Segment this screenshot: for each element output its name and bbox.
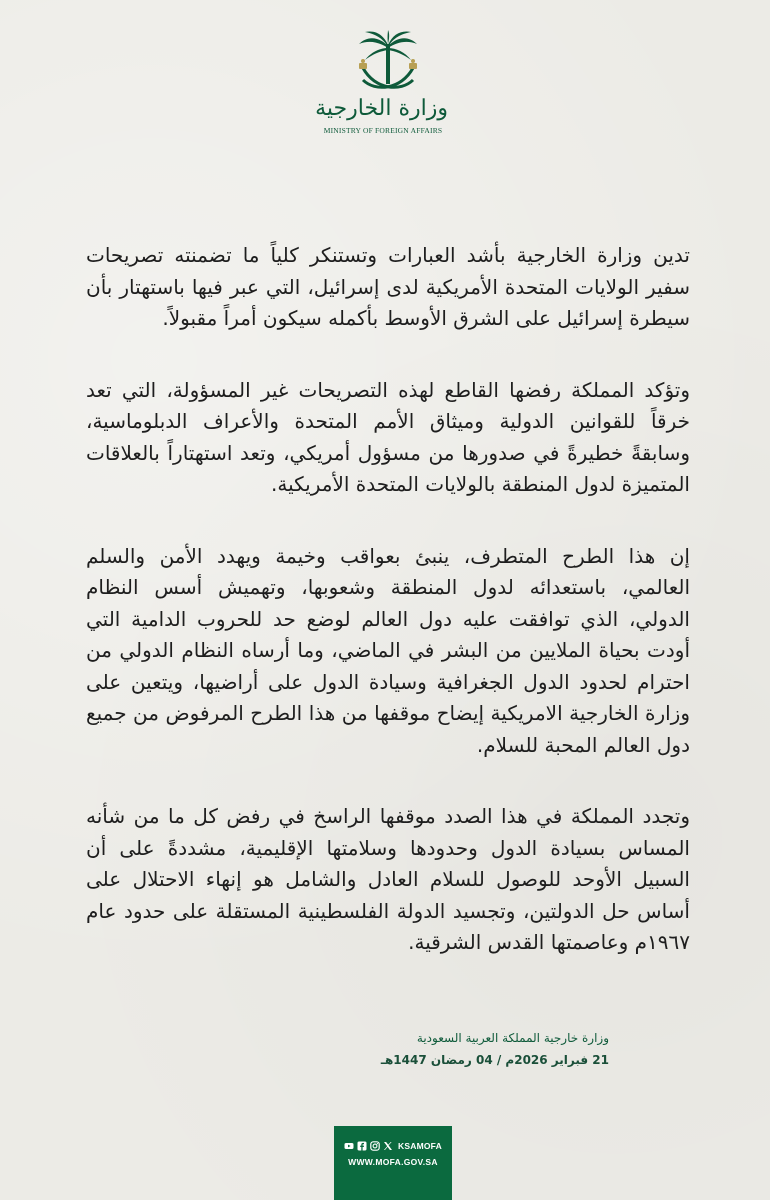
palm-swords-emblem-icon (353, 30, 423, 96)
x-icon[interactable] (383, 1141, 393, 1151)
statement-paragraph-1: تدين وزارة الخارجية بأشد العبارات وتستنكر كلياً ما تضمنته تصريحات سفير الولايات المتحدة الأمريكية لدى إسرائيل، التي عبر فيها باستهتار بأن سيطرة إسرائيل على الشرق الأوسط بأكمله سيكون أمراً مقبولاً. (86, 243, 690, 330)
issuer-name: وزارة خارجية المملكة العربية السعودية (416, 1031, 609, 1045)
social-icons-row (338, 1138, 448, 1154)
statement-paragraph-4: وتجدد المملكة في هذا الصدد موقفها الراسخ في رفض كل ما من شأنه المساس بسيادة الدول وحدودها وسلامتها الإقليمية، مشددةً على أن السبيل الأوحد للوصول للسلام العادل والشامل هو إنهاء الاحتلال على أساس حل الدولتين، وتجسيد الدولة الفلسطينية المستقلة على حدود عام ١٩٦٧م وعاصمتها القدس الشرقية. (86, 804, 690, 954)
website-link[interactable]: WWW.MOFA.GOV.SA (348, 1157, 438, 1167)
statement-paragraph-3: إن هذا الطرح المتطرف، ينبئ بعواقب وخيمة ويهدد الأمن والسلم العالمي، باستعدائه لدول المنطقة وشعوبها، وتهميش أسس النظام الدولي، الذي توافقت عليه دول العالم لوضع حد للحروب الدامية التي أودت بحياة الملايين من البشر في الماضي، وما أرساه النظام الدولي من احترام لحدود الدول الجغرافية وسيادة الدول على أراضيها، ويتعين على وزارة الخارجية الامريكية إيضاح موقفها من هذا الطرح المرفوض من جميع دول العالم المحبة للسلام. (86, 543, 690, 757)
instagram-icon[interactable] (370, 1141, 380, 1151)
signature-block (200, 1027, 609, 1071)
statement-body (86, 240, 690, 999)
issue-date: 21 فبراير 2026م / 04 رمضان 1447هـ (380, 1053, 609, 1067)
youtube-icon[interactable] (344, 1141, 354, 1151)
ministry-name-english: MINISTRY OF FOREIGN AFFAIRS (323, 126, 443, 135)
facebook-icon[interactable] (357, 1141, 367, 1151)
footer-contact-box (334, 1126, 452, 1200)
ministry-name-arabic: وزارة الخارجية (315, 96, 448, 121)
social-handle[interactable]: KSAMOFA (398, 1141, 442, 1151)
statement-paragraph-2: وتؤكد المملكة رفضها القاطع لهذه التصريحات غير المسؤولة، التي تعد خرقاً للقوانين الدولية وميثاق الأمم المتحدة والأعراف الدبلوماسية، وسابقةً خطيرةً في صدورها من مسؤول أمريكي، وتعد استهتاراً بالعلاقات المتميزة لدول المنطقة بالولايات المتحدة الأمريكية. (86, 377, 690, 496)
